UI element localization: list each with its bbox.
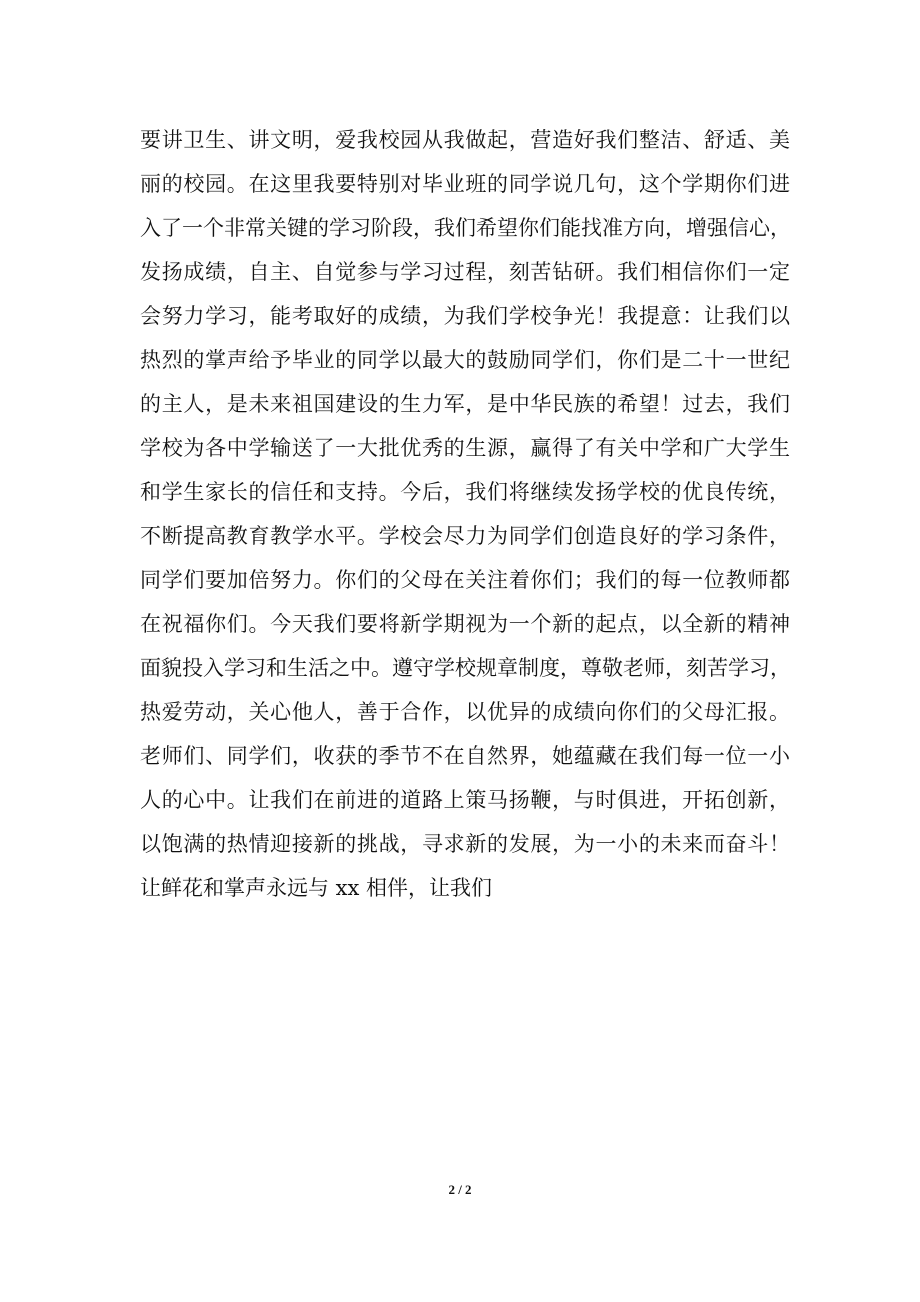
text-line: 热烈的掌声给予毕业的同学以最大的鼓励同学们，你们是二十一世纪 xyxy=(140,348,790,372)
body-paragraph xyxy=(140,118,790,910)
text-line: 在祝福你们。今天我们要将新学期视为一个新的起点，以全新的精神 xyxy=(140,612,790,636)
text-line: 不断提高教育教学水平。学校会尽力为同学们创造良好的学习条件， xyxy=(140,524,790,548)
text-line: 发扬成绩，自主、自觉参与学习过程，刻苦钻研。我们相信你们一定 xyxy=(140,260,790,284)
text-line: 面貌投入学习和生活之中。遵守学校规章制度，尊敬老师，刻苦学习， xyxy=(140,656,791,680)
text-line: 要讲卫生、讲文明，爱我校园从我做起，营造好我们整洁、舒适、美 xyxy=(140,128,790,152)
text-line-last: 让鲜花和掌声永远与 xx 相伴，让我们 xyxy=(140,876,493,900)
text-line: 入了一个非常关键的学习阶段，我们希望你们能找准方向，增强信心， xyxy=(140,216,791,240)
text-line: 同学们要加倍努力。你们的父母在关注着你们；我们的每一位教师都 xyxy=(140,568,790,592)
text-line: 和学生家长的信任和支持。今后，我们将继续发扬学校的优良传统， xyxy=(140,480,790,504)
text-line: 热爱劳动，关心他人，善于合作，以优异的成绩向你们的父母汇报。 xyxy=(140,700,790,724)
text-line: 学校为各中学输送了一大批优秀的生源，赢得了有关中学和广大学生 xyxy=(140,436,790,460)
text-line: 丽的校园。在这里我要特别对毕业班的同学说几句，这个学期你们进 xyxy=(140,172,790,196)
text-line: 的主人，是未来祖国建设的生力军，是中华民族的希望！过去，我们 xyxy=(140,392,790,416)
text-line: 老师们、同学们，收获的季节不在自然界，她蕴藏在我们每一位一小 xyxy=(140,744,790,768)
text-line: 以饱满的热情迎接新的挑战，寻求新的发展，为一小的未来而奋斗！ xyxy=(140,832,790,856)
text-line: 人的心中。让我们在前进的道路上策马扬鞭，与时俱进，开拓创新， xyxy=(140,788,790,812)
page-number: 2 / 2 xyxy=(448,1182,472,1197)
text-line: 会努力学习，能考取好的成绩，为我们学校争光！我提意：让我们以 xyxy=(140,304,790,328)
